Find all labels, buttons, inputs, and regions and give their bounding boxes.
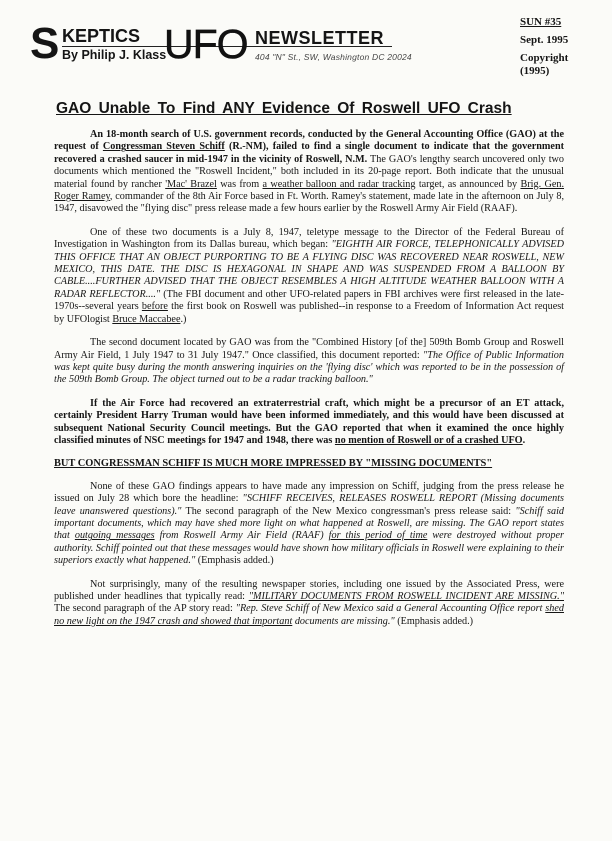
copyright-year: (1995) <box>520 65 550 77</box>
p6-text-1: Not surprisingly, many of the resulting newspaper stories, including one issued by the Associated Press, were published under headlines that typically read: <box>54 578 564 602</box>
paragraph-2 <box>54 227 564 326</box>
p1-text-1: An 18-month search of U.S. government records, conducted by the General Accounting Office (GAO) at the request of <box>54 129 564 153</box>
p6-text-3: (Emphasis added.) <box>394 615 474 627</box>
paragraph-4 <box>54 398 564 448</box>
p5-text-1: None of these GAO findings appears to have made any impression on Schiff, judging from the press release he issued on July 28 which bore the headline: <box>54 480 564 505</box>
p6-quote-2: documents are missing." <box>292 615 395 627</box>
p1-underline-brazel: 'Mac' Brazel <box>165 178 217 190</box>
p2-text-3: the first book on Roswell was published--in response to a Freedom of Information Act request by UFOlogist <box>54 301 565 325</box>
p1-text-2: (R.-NM), failed to find a single document to indicate that the government recovered a crashed saucer in mid-1947 in the vicinity of Roswell, N.M. <box>54 141 564 165</box>
masthead <box>30 10 430 70</box>
p2-text-4: .) <box>180 313 187 325</box>
masthead-newsletter: NEWSLETTER <box>255 28 384 48</box>
p6-quote-1: "Rep. Steve Schiff of New Mexico said a General Accounting Office report <box>235 603 546 615</box>
masthead-s-letter: S <box>30 19 59 68</box>
p2-underline-maccabee: Bruce Maccabee <box>112 313 181 325</box>
masthead-address: 404 "N" St., SW, Washington DC 20024 <box>255 52 412 62</box>
p1-text-4: was from <box>216 178 263 190</box>
p3-history-quote: "The Office of Public Information was kept quite busy during the month answering inquiries on the 'flying disc' which was reported to be in the possession of the 509th Bomb Group. The object turned out to be a radar tracking balloon." <box>54 349 564 386</box>
p1-underline-balloon: a weather balloon and radar tracking <box>262 178 416 190</box>
masthead-byline: By Philip J. Klass <box>62 48 167 62</box>
p1-underline-schiff: Congressman Steven Schiff <box>102 141 225 153</box>
masthead-ufo: UFO <box>164 21 248 67</box>
p1-text-5: target, as announced by <box>415 178 521 190</box>
p4-text-1: If the Air Force had recovered an extraterrestrial craft, which might be a precursor of an ET attack, certainly President Harry Truman would have been informed immediately, and this would have been discussed at subsequent National Security Council meetings. But the GAO reported that when it examined the once highly classified minutes of NSC meetings for 1947 and 1948, there was <box>54 397 564 446</box>
p6-underline-no-light: shed no new light on the 1947 crash and showed that important <box>54 603 564 627</box>
p6-underline-headline: "MILITARY DOCUMENTS FROM ROSWELL INCIDENT ARE MISSING." <box>248 591 564 602</box>
article-body <box>54 129 564 639</box>
p5-text-3: (Emphasis added.) <box>195 555 274 567</box>
section-subhead: BUT CONGRESSMAN SCHIFF IS MUCH MORE IMPRESSED BY "MISSING DOCUMENTS" <box>54 458 493 470</box>
issue-date: Sept. 1995 <box>520 34 569 46</box>
p5-headline-quote: "SCHIFF RECEIVES, RELEASES ROSWELL REPORT (Missing documents leave unanswered questions)." <box>54 493 565 517</box>
p4-underline-no-mention: no mention of Roswell or of a crashed UFO <box>334 434 523 446</box>
paragraph-6 <box>54 579 564 629</box>
paragraph-5 <box>54 481 564 568</box>
p5-quote-2: from Roswell Army Air Field (RAAF) <box>154 530 329 542</box>
masthead-keptics: KEPTICS <box>62 26 141 46</box>
p5-quote-3: were destroyed without proper authority. Schiff pointed out that these messages would have shown how military officials in Roswell were explaining to their superiors exactly what happened." <box>54 530 564 567</box>
issue-info <box>520 16 568 83</box>
p3-text-1: The second document located by GAO was from the "Combined History [of the] 509th Bomb Group and Roswell Army Air Field, 1 July 1947 to 31 July 1947." Once classified, this document reported: <box>54 337 564 361</box>
p2-fbi-quote: "EIGHTH AIR FORCE, TELEPHONICALLY ADVISED THIS OFFICE THAT AN OBJECT PURPORTING TO BE A FLYING DISC WAS RECOVERED NEAR ROSWELL, NEW MEXICO, THIS DATE. THE DISC IS HEXAGONAL IN SHAPE AND WAS SUSPENDED FROM A BALLOON BY CABLE....FURTHER ADVISED THAT THE OBJECT RESEMBLES A HIGH ALTITUDE WEATHER BALLOON WITH A RADAR REFLECTOR...." <box>54 239 564 300</box>
p5-underline-outgoing: outgoing messages <box>74 530 155 542</box>
p5-underline-period: for this period of time <box>328 530 428 542</box>
p6-text-2: The second paragraph of the AP story read: <box>54 603 236 615</box>
p5-text-2: The second paragraph of the New Mexico congressman's press release said: <box>181 505 516 517</box>
p2-underline-before: before <box>141 301 168 313</box>
headline: GAO Unable To Find ANY Evidence Of Roswell UFO Crash <box>56 100 512 117</box>
issue-number: SUN #35 <box>520 16 562 28</box>
p2-text-2: (The FBI document and other UFO-related papers in FBI archives were first released in the late-1970s--several years <box>54 288 564 313</box>
p5-quote-1: "Schiff said important documents, which may have shed more light on what happened at Roswell, are missing. The GAO report states that <box>54 505 564 542</box>
copyright-label: Copyright <box>520 52 569 64</box>
p4-text-2: . <box>522 434 526 446</box>
p1-underline-ramey: Brig. Gen. Roger Ramey <box>54 178 564 203</box>
paragraph-1 <box>54 129 564 216</box>
p1-text-6: , commander of the 8th Air Force based in Ft. Worth. Ramey's statement, made late in the afternoon on July 8, 1947, disavowed the "flying disc" press release made a few hours earlier by the Roswell Army Air Field (RAAF). <box>54 191 564 215</box>
paragraph-3 <box>54 337 564 387</box>
p2-text-1: One of these two documents is a July 8, 1947, teletype message to the Director of the Federal Bureau of Investigation in Washington from its Dallas bureau, which began: <box>54 226 564 251</box>
p1-text-3: The GAO's lengthy search uncovered only two documents which mentioned the "Roswell Incident," both included in its 20-page report. Both indicate that the unusual material found by rancher <box>54 153 565 190</box>
